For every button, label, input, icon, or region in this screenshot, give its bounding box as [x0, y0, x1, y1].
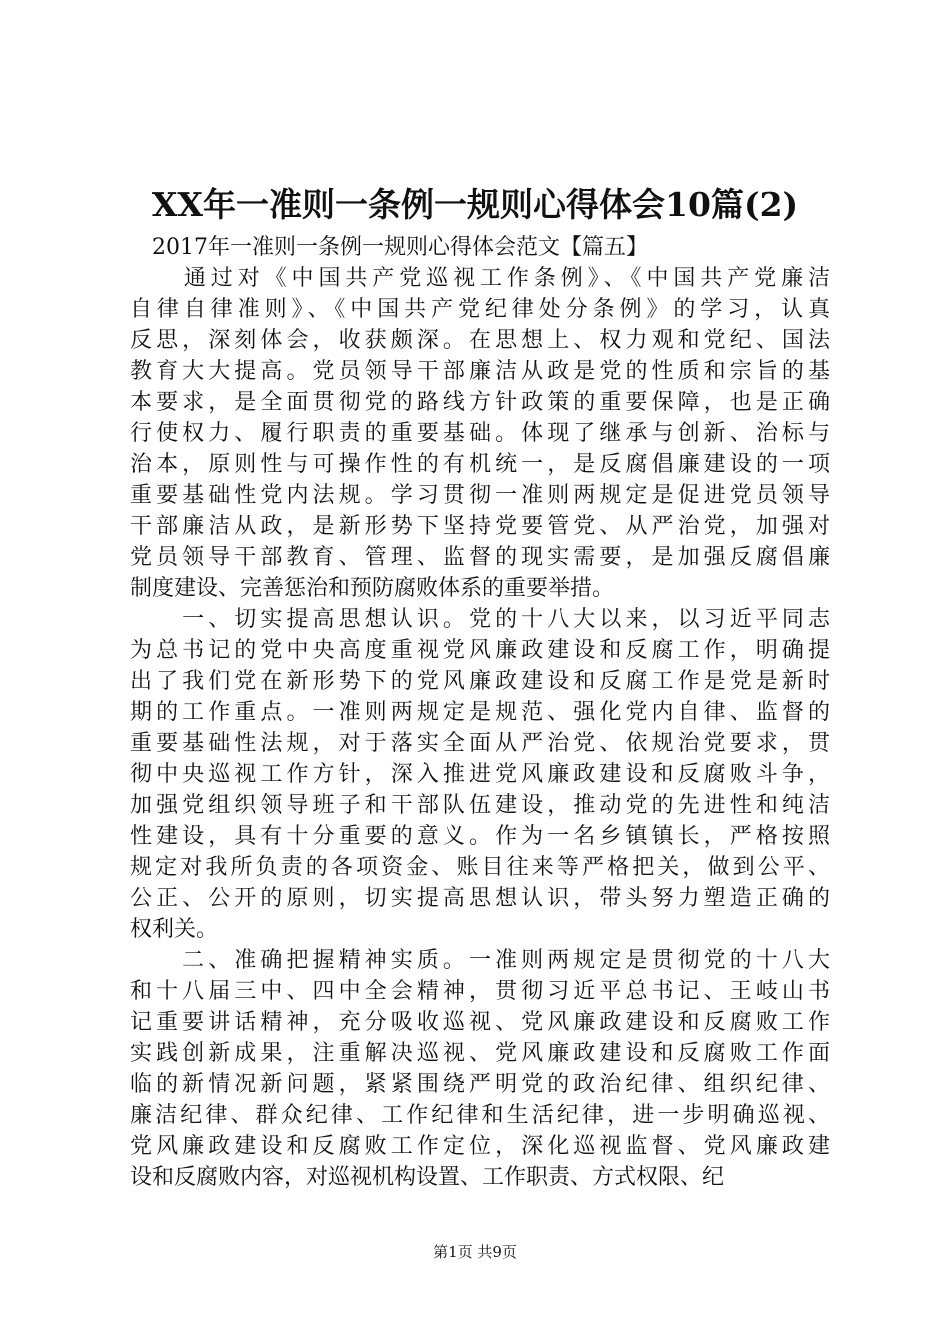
- body-line: 通过对《中国共产党巡视工作条例》、《中国共产党廉洁: [130, 266, 830, 291]
- body-line: 行使权力、履行职责的重要基础。体现了继承与创新、治标与: [130, 421, 830, 446]
- body-line: 为总书记的党中央高度重视党风廉政建设和反腐工作，明确提: [130, 638, 830, 663]
- body-line: 本要求，是全面贯彻党的路线方针政策的重要保障，也是正确: [130, 390, 830, 415]
- body-line: 二、准确把握精神实质。一准则两规定是贯彻党的十八大: [130, 948, 830, 973]
- body-line: 加强党组织领导班子和干部队伍建设，推动党的先进性和纯洁: [130, 793, 830, 818]
- body-line: 治本，原则性与可操作性的有机统一，是反腐倡廉建设的一项: [130, 452, 830, 477]
- body-line: 性建设，具有十分重要的意义。作为一名乡镇镇长，严格按照: [130, 824, 830, 849]
- document-title: XX年一准则一条例一规则心得体会10篇(2): [151, 185, 799, 224]
- body-line: 设和反腐败内容，对巡视机构设置、工作职责、方式权限、纪: [130, 1165, 725, 1190]
- body-line: 彻中央巡视工作方针，深入推进党风廉政建设和反腐败斗争，: [130, 762, 830, 787]
- body-line: 干部廉洁从政，是新形势下坚持党要管党、从严治党，加强对: [130, 514, 830, 539]
- section-heading: 2017年一准则一条例一规则心得体会范文【篇五】: [130, 235, 648, 260]
- body-line: 一、切实提高思想认识。党的十八大以来，以习近平同志: [130, 607, 830, 632]
- body-line: 公正、公开的原则，切实提高思想认识，带头努力塑造正确的: [130, 886, 830, 911]
- body-line: 重要基础性法规，对于落实全面从严治党、依规治党要求，贯: [130, 731, 830, 756]
- body-line: 期的工作重点。一准则两规定是规范、强化党内自律、监督的: [130, 700, 830, 725]
- document-body: [130, 232, 830, 1193]
- body-line: 记重要讲话精神，充分吸收巡视、党风廉政建设和反腐败工作: [130, 1010, 830, 1035]
- body-line: 出了我们党在新形势下的党风廉政建设和反腐工作是党是新时: [130, 669, 830, 694]
- body-line: 临的新情况新问题，紧紧围绕严明党的政治纪律、组织纪律、: [130, 1072, 830, 1097]
- page-number-footer: 第1页 共9页: [433, 1243, 517, 1261]
- body-line: 自律自律准则》、《中国共产党纪律处分条例》的学习，认真: [130, 297, 830, 322]
- body-line: 权利关。: [130, 917, 219, 942]
- body-line: 制度建设、完善惩治和预防腐败体系的重要举措。: [130, 576, 615, 601]
- body-line: 党风廉政建设和反腐败工作定位，深化巡视监督、党风廉政建: [130, 1134, 830, 1159]
- body-line: 重要基础性党内法规。学习贯彻一准则两规定是促进党员领导: [130, 483, 830, 508]
- body-line: 廉洁纪律、群众纪律、工作纪律和生活纪律，进一步明确巡视、: [130, 1103, 830, 1128]
- body-line: 教育大大提高。党员领导干部廉洁从政是党的性质和宗旨的基: [130, 359, 830, 384]
- body-line: 反思，深刻体会，收获颇深。在思想上、权力观和党纪、国法: [130, 328, 830, 353]
- body-line: 和十八届三中、四中全会精神，贯彻习近平总书记、王岐山书: [130, 979, 830, 1004]
- body-line: 党员领导干部教育、管理、监督的现实需要，是加强反腐倡廉: [130, 545, 830, 570]
- body-line: 实践创新成果，注重解决巡视、党风廉政建设和反腐败工作面: [130, 1041, 830, 1066]
- body-line: 规定对我所负责的各项资金、账目往来等严格把关，做到公平、: [130, 855, 830, 880]
